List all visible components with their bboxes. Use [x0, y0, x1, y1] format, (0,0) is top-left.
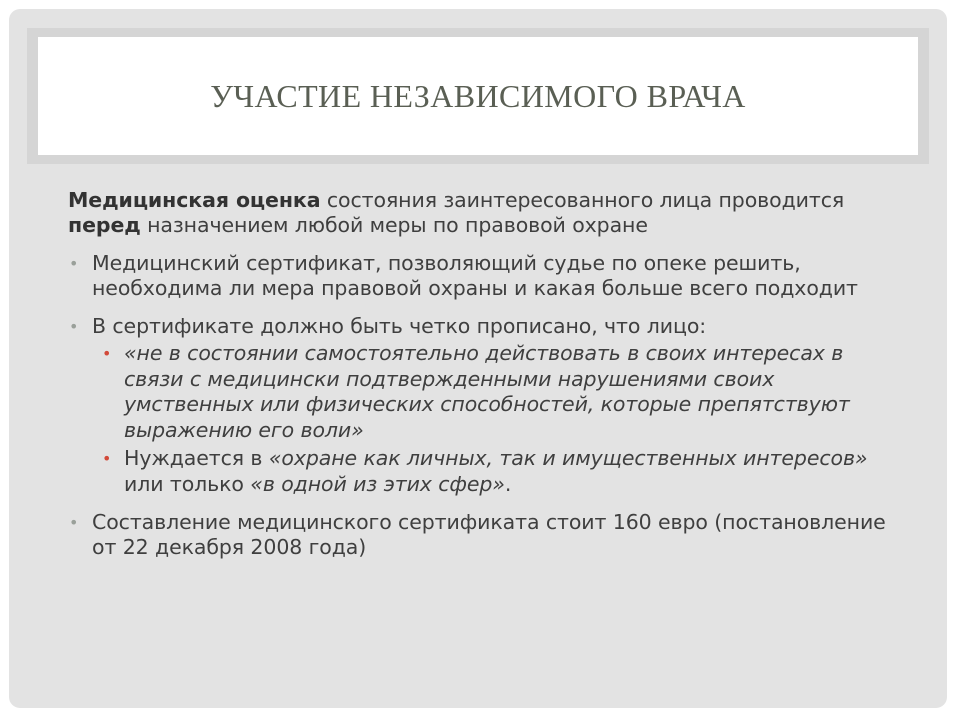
sub-bullet-list — [92, 341, 903, 497]
bullet-text: В сертификате должно быть четко прописано, что лицо: — [92, 314, 707, 338]
bullet-dot-icon: • — [69, 317, 79, 336]
bullet-text: Медицинский сертификат, позволяющий судье по опеке решить, необходима ли мера правовой охраны и какая больше всего подходит — [92, 251, 858, 300]
title-box — [38, 37, 918, 155]
title-frame — [27, 28, 929, 164]
bullet-item-requirements — [68, 314, 903, 497]
sub-bullet-text: Нуждается в — [124, 446, 269, 470]
bullet-item-cost — [68, 510, 903, 560]
sub-bullet-item — [92, 446, 903, 497]
intro-bold-term: Медицинская оценка — [68, 188, 321, 212]
sub-bullet-quote: «охране как личных, так и имущественных интересов» — [268, 446, 868, 470]
intro-text-part: состояния заинтересованного лица проводится — [320, 188, 845, 212]
sub-bullet-quote: «не в состоянии самостоятельно действовать в своих интересах в связи с медицински подтвержденными нарушениями своих умственных или физических способностей, которые препятствуют выражению его воли» — [124, 341, 850, 442]
sub-bullet-item — [92, 341, 903, 443]
intro-paragraph — [68, 188, 903, 238]
slide — [9, 9, 947, 708]
content-area — [68, 188, 903, 573]
sub-bullet-text: . — [504, 471, 512, 496]
sub-bullet-text: или только — [124, 471, 251, 496]
intro-text-part: назначением любой меры по правовой охране — [140, 213, 648, 237]
intro-bold-word: перед — [68, 213, 141, 237]
sub-bullet-quote: «в одной из этих сфер» — [250, 471, 505, 496]
slide-title: УЧАСТИЕ НЕЗАВИСИМОГО ВРАЧА — [210, 77, 746, 114]
bullet-dot-icon: • — [69, 254, 79, 273]
sub-bullet-dot-icon: • — [102, 344, 112, 363]
bullet-text: Составление медицинского сертификата стоит 160 евро (постановление от 22 декабря 2008 года) — [92, 510, 886, 559]
bullet-dot-icon: • — [69, 513, 79, 532]
sub-bullet-dot-icon: • — [102, 449, 112, 468]
bullet-item-certificate — [68, 251, 903, 301]
